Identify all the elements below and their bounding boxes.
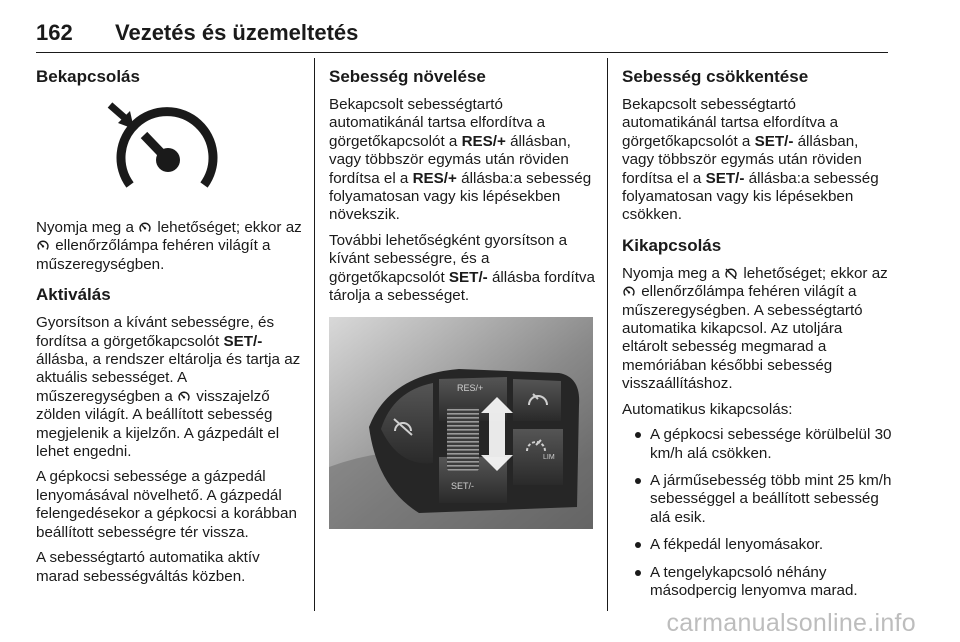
list-item: A járműsebesség több mint 25 km/h sebességgel a beállított sebesség alá esik.: [622, 472, 892, 527]
section-heading-kikapcsolas: Kikapcsolás: [622, 235, 722, 255]
cruise-control-icon: [623, 286, 635, 297]
cruise-control-icon: [102, 97, 232, 207]
column-1: [36, 66, 304, 593]
set-label: SET/-: [451, 481, 475, 492]
column-2: [329, 66, 597, 529]
list-item: A gépkocsi sebessége körülbelül 30 km/h alá csökken.: [622, 426, 892, 463]
section-heading-aktivalas: Aktiválás: [36, 285, 111, 305]
section-heading-sebesseg-novelese: Sebesség növelése: [329, 67, 486, 86]
list-item: A tengelykapcsoló néhány másodpercig lenyomva marad.: [622, 564, 892, 601]
auto-off-list: [622, 426, 892, 600]
paragraph-csokkentese: Bekapcsolt sebességtartó automatikánál tartsa elfordítva a görgetőkapcsolót a SET/- állásban, vagy többször egymás után röviden fordítsa el a SET/- állásba:a sebesség folyamatosan vagy kis lépésekben csökken.: [622, 96, 879, 224]
column-divider-1: [314, 58, 315, 611]
paragraph-tarolas: További lehetőségként gyorsítson a kívánt sebességre, és a görgetőkapcsolót SET/- állásba fordítva tárolja a sebességet.: [329, 231, 595, 305]
cruise-control-icon: [178, 391, 190, 402]
watermark: carmanualsonline.info: [666, 609, 916, 637]
paragraph-automatikus-kikapcsolas: Automatikus kikapcsolás:: [622, 400, 793, 418]
page-header: [36, 18, 888, 53]
cruise-control-icon: [139, 222, 151, 233]
paragraph-gazpedal: A gépkocsi sebessége a gázpedál lenyomásával növelhető. A gázpedál felengedésekor a gépkocsi a korábban beállított sebességre tér vissza.: [36, 468, 297, 541]
column-3: [622, 66, 892, 609]
paragraph-sebessegvaltas: A sebességtartó automatika aktív marad sebességváltás közben.: [36, 549, 260, 585]
paragraph-novelese: Bekapcsolt sebességtartó automatikánál tartsa elfordítva a görgetőkapcsolót a RES/+ állásban, vagy többször egymás után röviden fordítsa el a RES/+ állásba:a sebesség folyamatosan vagy kis lépésekben növekszik.: [329, 96, 592, 224]
paragraph-kikapcsolas: Nyomja meg a lehetőséget; ekkor az ellenőrzőlámpa fehéren világít a műszeregységben. A sebességtartó automatika kikapcsol. Az utoljára eltárolt sebesség megmarad a memóriában későbbi sebesség visszaállításhoz.: [622, 264, 888, 393]
lim-label: LIM: [543, 454, 555, 462]
section-heading-bekapcsolas: Bekapcsolás: [36, 67, 140, 86]
column-divider-2: [607, 58, 608, 611]
page-number: 162: [36, 20, 73, 45]
steering-wheel-controls-photo: [329, 317, 593, 529]
page-title: Vezetés és üzemeltetés: [115, 20, 359, 45]
list-item: A fékpedál lenyomásakor.: [622, 536, 892, 554]
section-heading-sebesseg-csokkentese: Sebesség csökkentése: [622, 67, 809, 86]
paragraph-bekapcsolas: Nyomja meg a lehetőséget; ekkor az ellenőrzőlámpa fehéren világít a műszeregységben.: [36, 219, 302, 273]
cruise-control-icon: [37, 240, 49, 251]
paragraph-aktivalas: Gyorsítson a kívánt sebességre, és fordítsa a görgetőkapcsolót SET/- állásba, a rendszer eltárolja és tartja az aktuális sebességet. A műszeregységben a visszajelző zölden világít. A beállított sebesség megjelenik a kijelzőn. A gázpedált el lehet engedni.: [36, 314, 301, 461]
res-label: RES/+: [457, 383, 484, 394]
cruise-control-off-icon: [725, 268, 737, 279]
